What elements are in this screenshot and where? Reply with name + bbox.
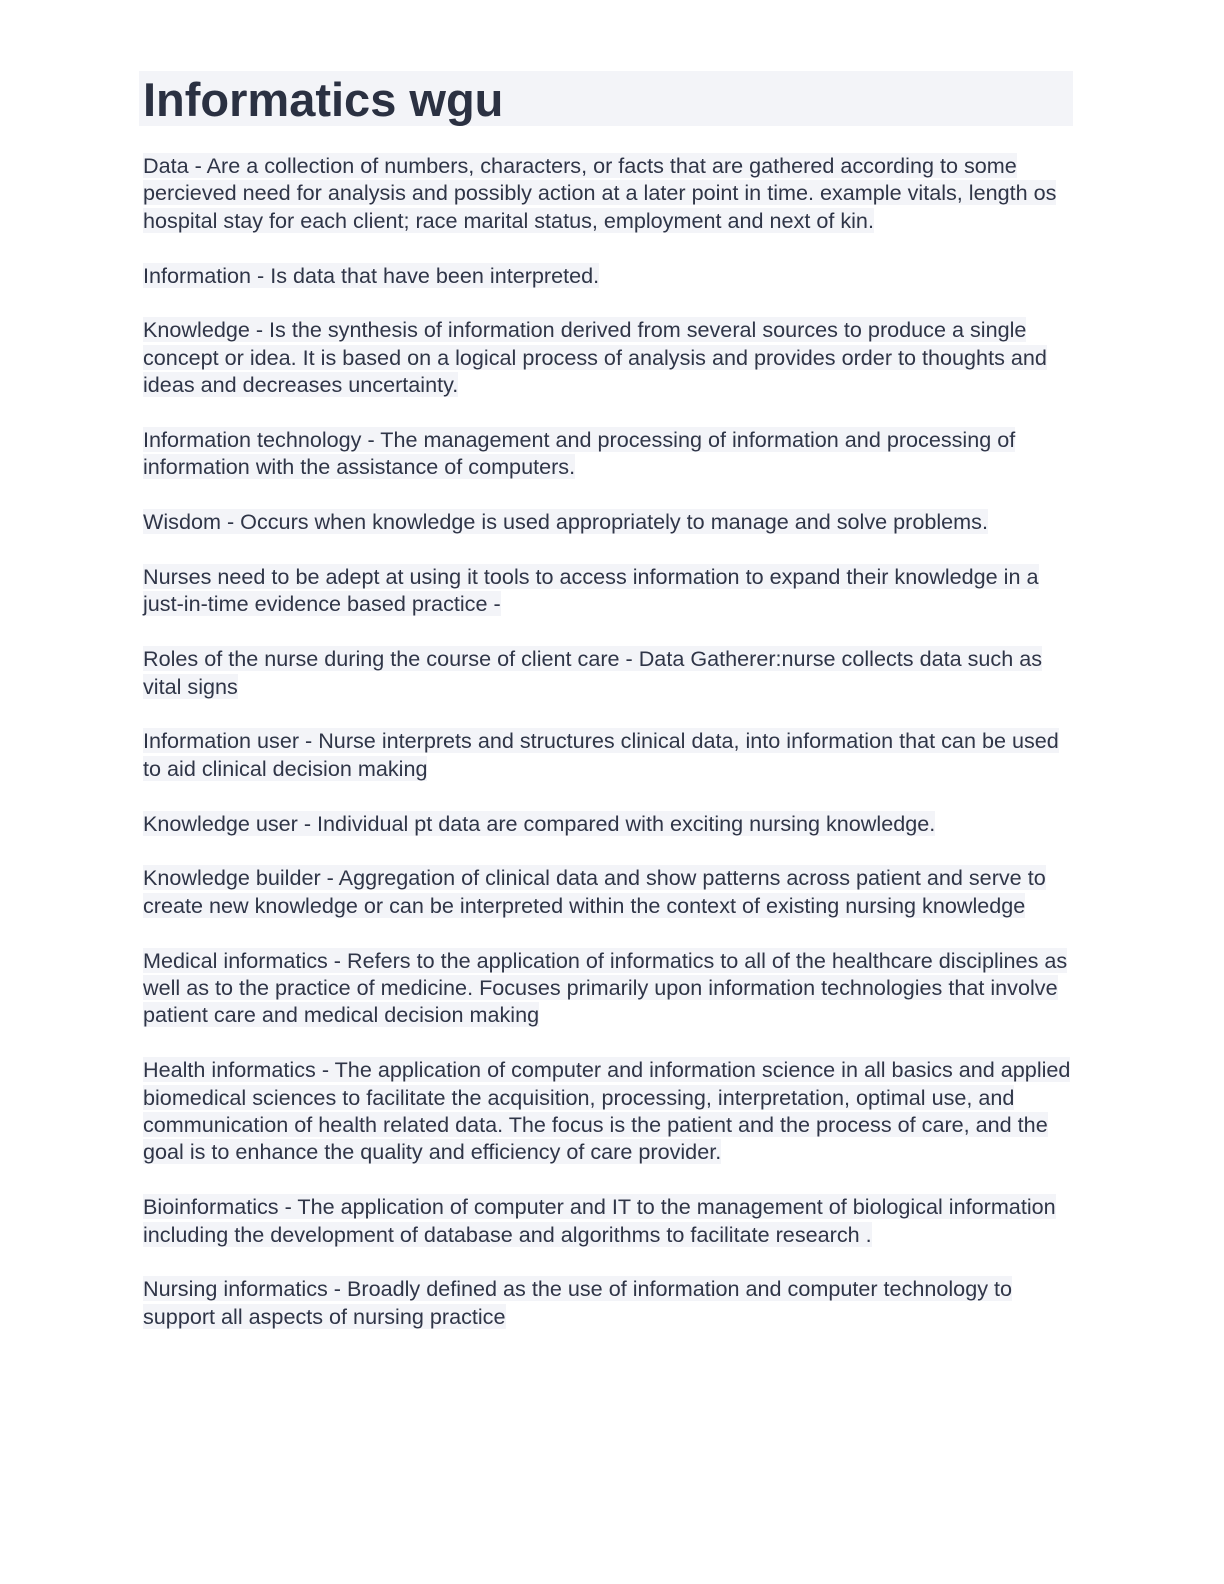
definition-text: Knowledge - Is the synthesis of information derived from several sources to produce a single concept or idea. It is based on a logical process of analysis and provides order to thoughts and ideas and decreases uncertainty. (143, 317, 1047, 398)
definition-entry (143, 1193, 1078, 1248)
definition-text: Nursing informatics - Broadly defined as the use of information and computer technology to support all aspects of nursing practice (143, 1276, 1013, 1329)
definition-entry (143, 262, 1078, 289)
definition-text: Knowledge builder - Aggregation of clinical data and show patterns across patient and serve to create new knowledge or can be interpreted within the context of existing nursing knowledge (143, 865, 1046, 918)
definition-entry (143, 727, 1078, 782)
definition-text: Wisdom - Occurs when knowledge is used appropriately to manage and solve problems. (143, 509, 988, 535)
definition-entry (143, 426, 1078, 481)
definition-list (143, 152, 1078, 1358)
definition-entry (143, 316, 1078, 398)
page-title: Informatics wgu (143, 73, 504, 126)
definition-entry (143, 864, 1078, 919)
definition-entry (143, 1056, 1078, 1166)
definition-text: Data - Are a collection of numbers, characters, or facts that are gathered according to some percieved need for analysis and possibly action at a later point in time. example vitals, length os hospital stay for each client; race marital status, employment and next of kin. (143, 153, 1057, 233)
definition-entry (143, 563, 1078, 618)
definition-entry (143, 947, 1078, 1029)
definition-text: Knowledge user - Individual pt data are compared with exciting nursing knowledge. (143, 810, 936, 836)
definition-text: Roles of the nurse during the course of client care - Data Gatherer:nurse collects data such as vital signs (143, 646, 1043, 699)
definition-entry (143, 1275, 1078, 1330)
definition-text: Medical informatics - Refers to the application of informatics to all of the healthcare disciplines as well as to the practice of medicine. Focuses primarily upon information technologies that involve patient care and medical decision making (143, 947, 1068, 1028)
definition-entry (143, 152, 1078, 234)
definition-text: Nurses need to be adept at using it tools to access information to expand their knowledge in a just-in-time evidence based practice - (143, 564, 1039, 617)
definition-entry (143, 810, 1078, 837)
definition-text: Information user - Nurse interprets and structures clinical data, into information that can be used to aid clinical decision making (143, 728, 1059, 781)
definition-text: Information technology - The management and processing of information and processing of information with the assistance of computers. (143, 427, 1016, 480)
definition-text: Information - Is data that have been interpreted. (143, 262, 600, 288)
title-highlight (139, 71, 1073, 126)
definition-text: Health informatics - The application of computer and information science in all basics and applied biomedical sciences to facilitate the acquisition, processing, interpretation, optimal use, and communication of health related data. The focus is the patient and the process of care, and the goal is to enhance the quality and efficiency of care provider. (143, 1057, 1071, 1165)
definition-text: Bioinformatics - The application of computer and IT to the management of biological information including the development of database and algorithms to facilitate research . (143, 1194, 1056, 1247)
definition-entry (143, 645, 1078, 700)
definition-entry (143, 508, 1078, 535)
